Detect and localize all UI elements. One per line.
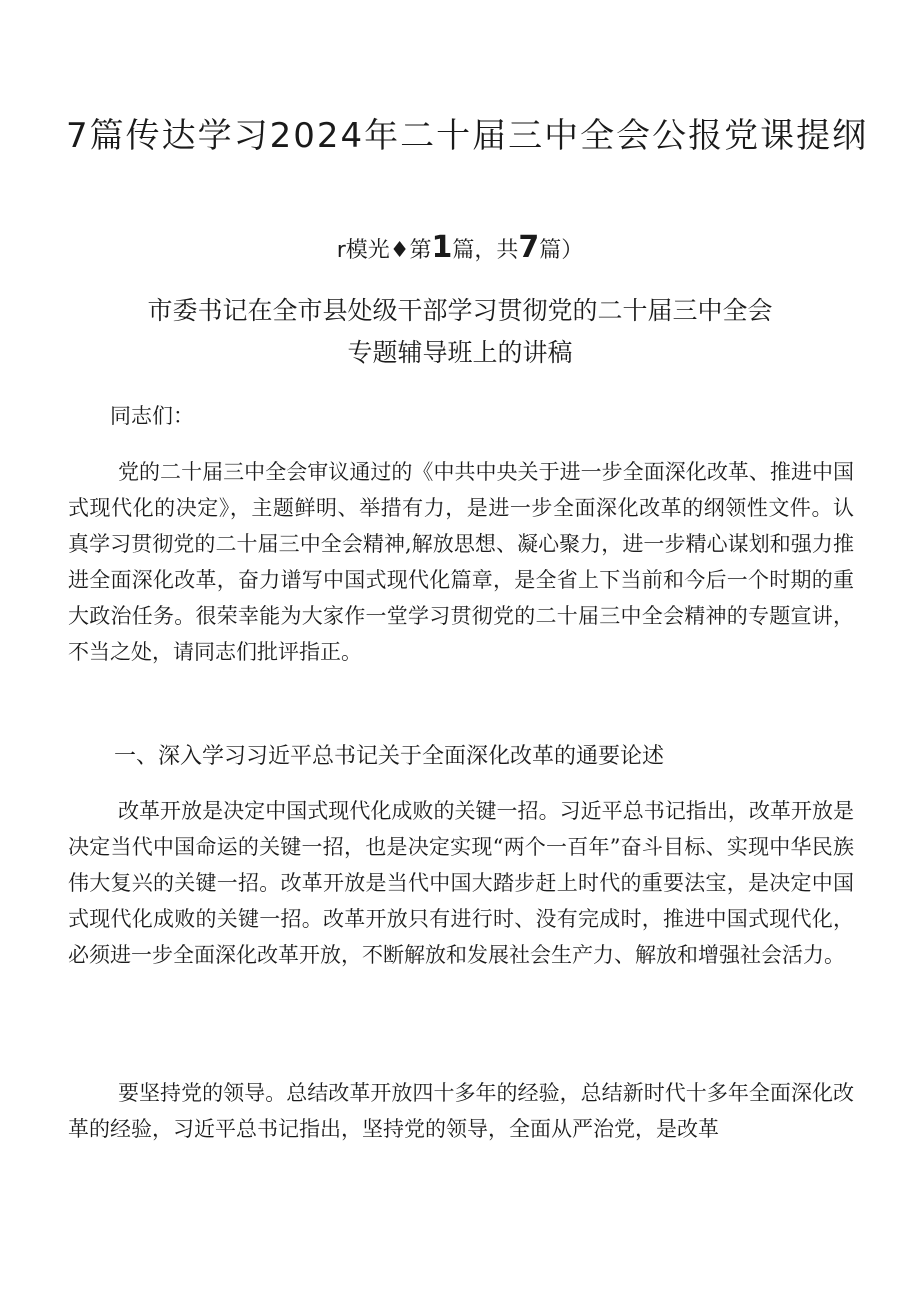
paragraph-1: 党的二十届三中全会审议通过的《中共中央关于进一步全面深化改革、推进中国式现代化的决定》，主题鲜明、举措有力，是进一步全面深化改革的纲领性文件。认真学习贯彻党的二十届三中全会精神,解放思想、凝心聚力，进一步精心谋划和强力推进全面深化改革，奋力谱写中国式现代化篇章，是全省上下当前和今后一个时期的重大政治任务。很荣幸能为大家作一堂学习贯彻党的二十届三中全会精神的专题宣讲，不当之处，请同志们批评指正。 bbox=[68, 460, 854, 664]
paragraph-2: 改革开放是决定中国式现代化成败的关键一招。习近平总书记指出，改革开放是决定当代中国命运的关键一招，也是决定实现“两个一百年”奋斗目标、实现中华民族伟大复兴的关键一招。改革开放是当代中国大踏步赶上时代的重要法宝，是决定中国式现代化成败的关键一招。改革开放只有进行时、没有完成时，推进中国式现代化，必须进一步全面深化改革开放，不断解放和发展社会生产力、解放和增强社会活力。 bbox=[68, 799, 854, 967]
document-title: 7篇传达学习2024年二十届三中全会公报党课提纲 bbox=[66, 116, 869, 156]
subtitle-prefix: r模光♦第 bbox=[336, 238, 432, 263]
total-number: 7 bbox=[518, 230, 540, 265]
part-subtitle bbox=[0, 228, 920, 271]
subtitle-middle: 篇，共 bbox=[452, 238, 519, 263]
speech-title-line1: 市委书记在全市县处级干部学习贯彻党的二十届三中全会 bbox=[147, 296, 773, 325]
speech-title-line2: 专题辅导班上的讲稿 bbox=[347, 338, 573, 367]
subtitle-suffix: 篇） bbox=[539, 238, 584, 263]
paragraph-3: 要坚持党的领导。总结改革开放四十多年的经验，总结新时代十多年全面深化改革的经验，习近平总书记指出，坚持党的领导，全面从严治党，是改革 bbox=[68, 1081, 854, 1141]
section-heading-1: 一、深入学习习近平总书记关于全面深化改革的通要论述 bbox=[114, 744, 665, 769]
part-number: 1 bbox=[431, 230, 453, 265]
salutation: 同志们： bbox=[110, 404, 194, 428]
speech-title bbox=[0, 290, 920, 374]
